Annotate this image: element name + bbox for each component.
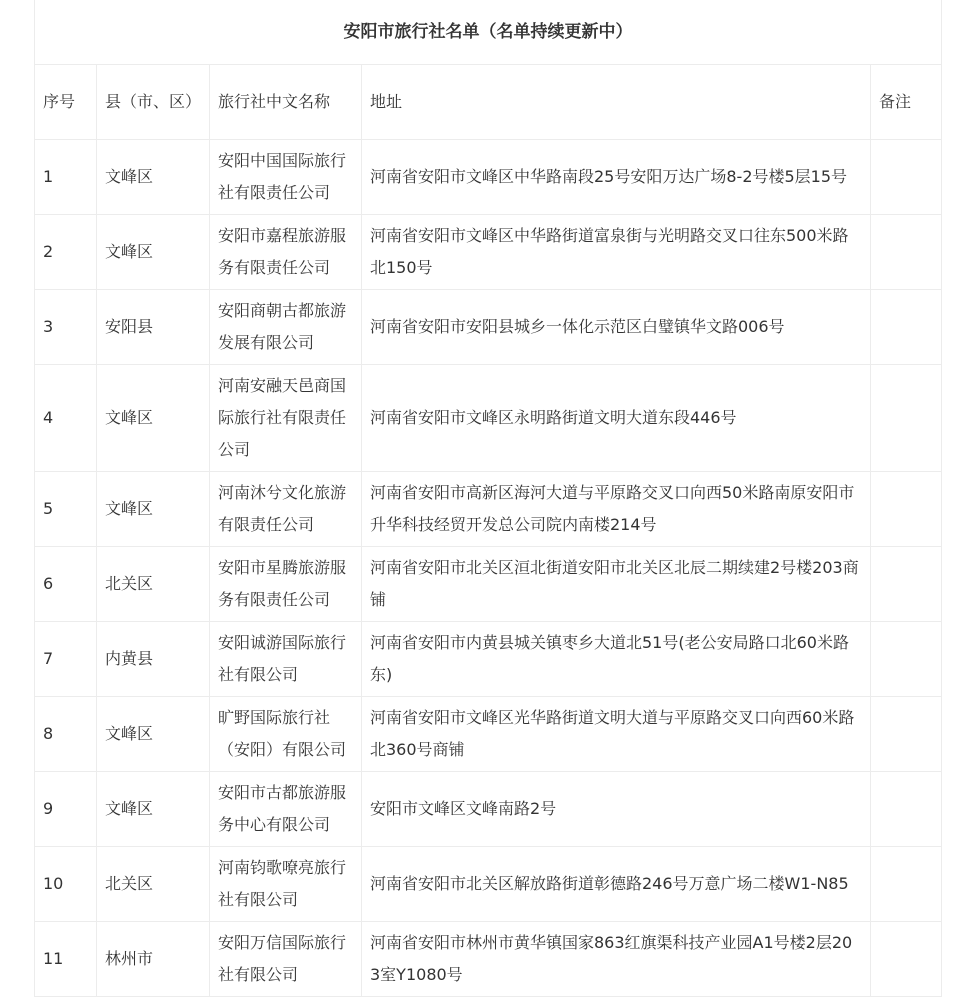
cell-county: 北关区 — [97, 847, 210, 922]
cell-index: 4 — [35, 365, 97, 472]
cell-county: 文峰区 — [97, 215, 210, 290]
cell-note — [871, 772, 942, 847]
cell-name: 安阳市嘉程旅游服务有限责任公司 — [210, 215, 362, 290]
cell-index: 6 — [35, 547, 97, 622]
cell-note — [871, 547, 942, 622]
cell-note — [871, 472, 942, 547]
cell-note — [871, 697, 942, 772]
cell-index: 2 — [35, 215, 97, 290]
cell-name: 安阳商朝古都旅游发展有限公司 — [210, 290, 362, 365]
cell-note — [871, 140, 942, 215]
cell-name: 河南钧歌嘹亮旅行社有限公司 — [210, 847, 362, 922]
table-row — [35, 547, 942, 622]
table-row — [35, 697, 942, 772]
cell-county: 文峰区 — [97, 772, 210, 847]
header-address: 地址 — [362, 65, 871, 140]
cell-county: 文峰区 — [97, 365, 210, 472]
table-row — [35, 365, 942, 472]
cell-address: 河南省安阳市内黄县城关镇枣乡大道北51号(老公安局路口北60米路东) — [362, 622, 871, 697]
table-row — [35, 622, 942, 697]
cell-county: 文峰区 — [97, 697, 210, 772]
cell-county: 林州市 — [97, 922, 210, 997]
cell-county: 文峰区 — [97, 472, 210, 547]
cell-address: 河南省安阳市林州市黄华镇国家863红旗渠科技产业园A1号楼2层203室Y1080号 — [362, 922, 871, 997]
table-row — [35, 472, 942, 547]
cell-county: 北关区 — [97, 547, 210, 622]
cell-index: 3 — [35, 290, 97, 365]
cell-name: 安阳诚游国际旅行社有限公司 — [210, 622, 362, 697]
cell-note — [871, 622, 942, 697]
cell-address: 河南省安阳市文峰区中华路街道富泉街与光明路交叉口往东500米路北150号 — [362, 215, 871, 290]
cell-note — [871, 922, 942, 997]
title-row — [35, 0, 942, 65]
cell-county: 安阳县 — [97, 290, 210, 365]
table-row — [35, 140, 942, 215]
cell-index: 1 — [35, 140, 97, 215]
cell-note — [871, 290, 942, 365]
cell-name: 旷野国际旅行社（安阳）有限公司 — [210, 697, 362, 772]
cell-address: 河南省安阳市文峰区永明路街道文明大道东段446号 — [362, 365, 871, 472]
cell-address: 安阳市文峰区文峰南路2号 — [362, 772, 871, 847]
cell-name: 安阳万信国际旅行社有限公司 — [210, 922, 362, 997]
cell-county: 内黄县 — [97, 622, 210, 697]
travel-agency-table-container — [34, 0, 941, 997]
cell-address: 河南省安阳市安阳县城乡一体化示范区白璧镇华文路006号 — [362, 290, 871, 365]
table-row — [35, 772, 942, 847]
cell-address: 河南省安阳市高新区海河大道与平原路交叉口向西50米路南原安阳市升华科技经贸开发总公司院内南楼214号 — [362, 472, 871, 547]
header-name: 旅行社中文名称 — [210, 65, 362, 140]
cell-note — [871, 847, 942, 922]
cell-name: 安阳中国国际旅行社有限责任公司 — [210, 140, 362, 215]
header-note: 备注 — [871, 65, 942, 140]
cell-index: 7 — [35, 622, 97, 697]
cell-name: 河南沐兮文化旅游有限责任公司 — [210, 472, 362, 547]
cell-note — [871, 365, 942, 472]
cell-index: 8 — [35, 697, 97, 772]
cell-address: 河南省安阳市北关区洹北街道安阳市北关区北辰二期续建2号楼203商铺 — [362, 547, 871, 622]
cell-note — [871, 215, 942, 290]
header-index: 序号 — [35, 65, 97, 140]
cell-address: 河南省安阳市文峰区中华路南段25号安阳万达广场8-2号楼5层15号 — [362, 140, 871, 215]
header-county: 县（市、区） — [97, 65, 210, 140]
table-row — [35, 847, 942, 922]
cell-address: 河南省安阳市北关区解放路街道彰德路246号万意广场二楼W1-N85 — [362, 847, 871, 922]
table-title: 安阳市旅行社名单（名单持续更新中） — [35, 0, 942, 65]
header-row — [35, 65, 942, 140]
cell-address: 河南省安阳市文峰区光华路街道文明大道与平原路交叉口向西60米路北360号商铺 — [362, 697, 871, 772]
cell-index: 5 — [35, 472, 97, 547]
cell-name: 安阳市星腾旅游服务有限责任公司 — [210, 547, 362, 622]
table-row — [35, 215, 942, 290]
cell-index: 10 — [35, 847, 97, 922]
table-row — [35, 922, 942, 997]
cell-county: 文峰区 — [97, 140, 210, 215]
table-row — [35, 290, 942, 365]
cell-index: 11 — [35, 922, 97, 997]
cell-name: 安阳市古都旅游服务中心有限公司 — [210, 772, 362, 847]
cell-index: 9 — [35, 772, 97, 847]
travel-agency-table — [34, 0, 942, 997]
cell-name: 河南安融天邑商国际旅行社有限责任公司 — [210, 365, 362, 472]
